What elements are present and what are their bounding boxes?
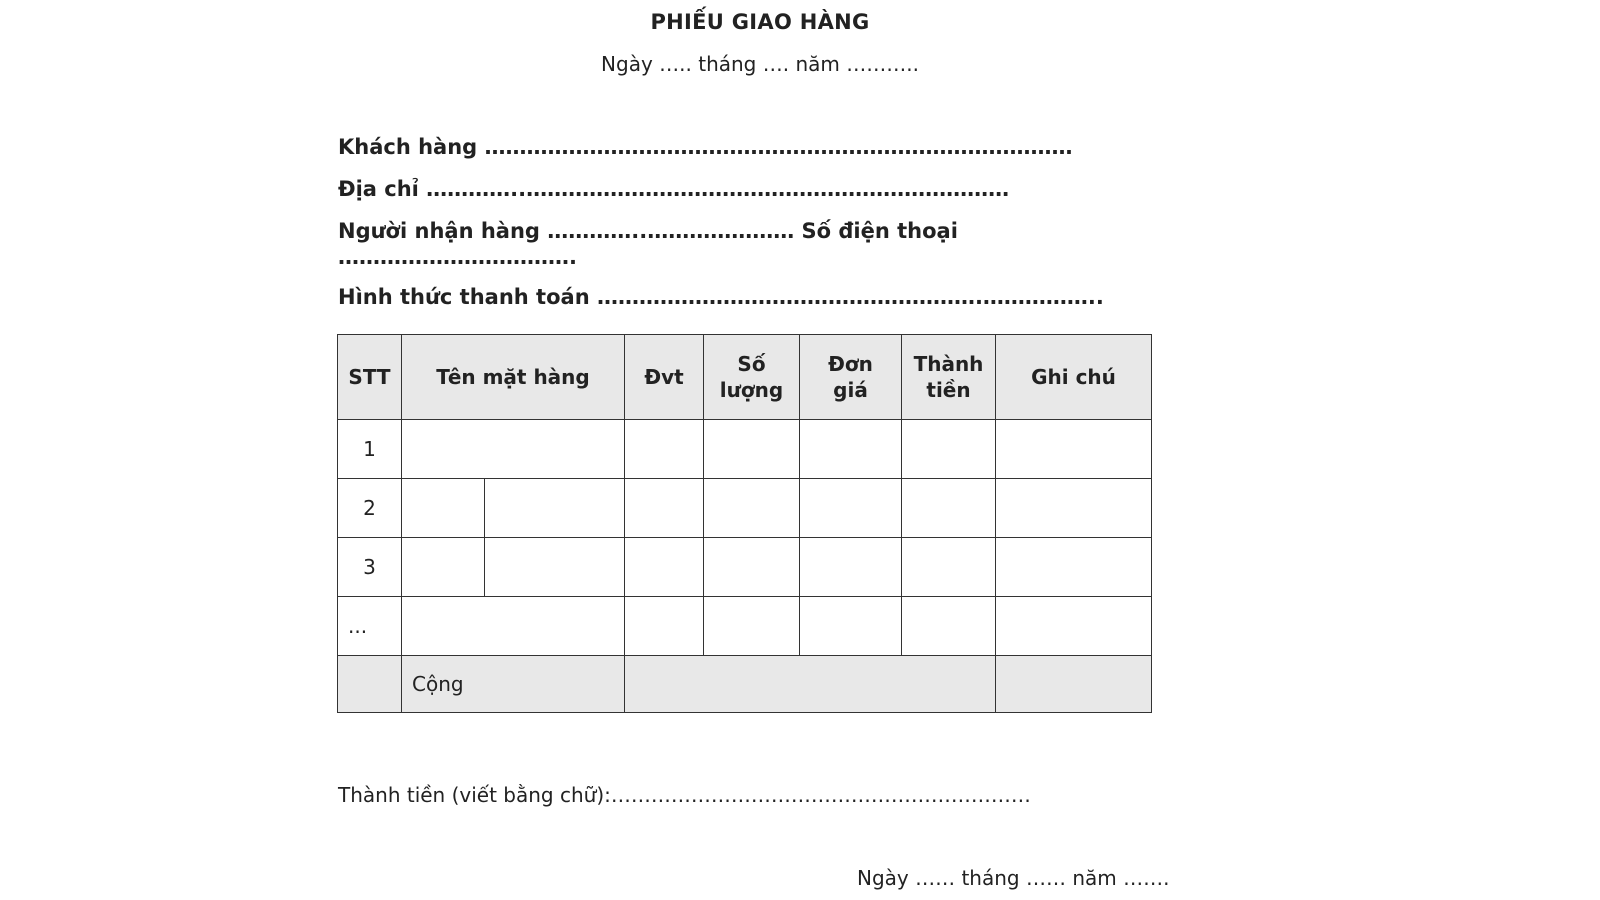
- unit-cell: [625, 479, 704, 538]
- header-amount-line1: Thành: [913, 352, 984, 376]
- goods-table-container: [337, 334, 1152, 713]
- amount-cell: [902, 538, 996, 597]
- quantity-cell: [704, 538, 800, 597]
- amount-cell: [902, 597, 996, 656]
- header-unit-price-line2: giá: [833, 378, 868, 402]
- header-unit-price: [800, 335, 902, 420]
- unit-price-cell: [800, 538, 902, 597]
- header-amount: [902, 335, 996, 420]
- item-name-cell: [402, 420, 625, 479]
- customer-field: Khách hàng …………………………………………………………………………: [338, 135, 1073, 159]
- unit-price-cell: [800, 597, 902, 656]
- recipient-phone-field: Người nhận hàng …………..………………… Số điện thoại: [338, 219, 958, 243]
- amount-cell: [902, 479, 996, 538]
- total-stt-cell: [338, 656, 402, 713]
- unit-price-cell: [800, 479, 902, 538]
- item-name-subcell-left: [402, 538, 485, 597]
- header-quantity-line1: Số: [737, 352, 766, 376]
- total-row: [338, 656, 1152, 713]
- note-cell: [996, 420, 1152, 479]
- quantity-cell: [704, 597, 800, 656]
- date-line-top: Ngày ….. tháng …. năm ………..: [601, 52, 919, 76]
- total-note-cell: [996, 656, 1152, 713]
- row-stt-cell: ...: [338, 597, 402, 656]
- item-name-cell: [402, 597, 625, 656]
- unit-cell: [625, 538, 704, 597]
- note-cell: [996, 538, 1152, 597]
- item-name-subcell-left: [402, 479, 485, 538]
- header-quantity-line2: lượng: [719, 378, 784, 402]
- header-unit-price-line1: Đơn: [828, 352, 873, 376]
- amount-in-words: Thành tiền (viết bằng chữ):………………………………………………………: [338, 783, 1031, 807]
- payment-method-field: Hình thức thanh toán ……………………………………………….……………..: [338, 285, 1104, 309]
- document-title: PHIẾU GIAO HÀNG: [650, 10, 870, 34]
- unit-price-cell: [800, 420, 902, 479]
- date-line-bottom: Ngày …… tháng …… năm …….: [857, 866, 1170, 890]
- table-header-row: [338, 335, 1152, 420]
- note-cell: [996, 479, 1152, 538]
- quantity-cell: [704, 420, 800, 479]
- row-stt-cell: 1: [338, 420, 402, 479]
- unit-cell: [625, 597, 704, 656]
- total-label: Cộng: [402, 656, 625, 713]
- header-unit: Đvt: [625, 335, 704, 420]
- goods-table: [337, 334, 1152, 713]
- table-row: [338, 597, 1152, 656]
- table-row: [338, 479, 1152, 538]
- quantity-cell: [704, 479, 800, 538]
- address-field: Địa chỉ …………..……………………………………………………………: [338, 177, 1010, 201]
- total-value-cell: [625, 656, 996, 713]
- header-item-name: Tên mặt hàng: [402, 335, 625, 420]
- item-name-subcell-right: [485, 538, 625, 597]
- header-amount-line2: tiền: [926, 378, 971, 402]
- row-stt-cell: 3: [338, 538, 402, 597]
- row-stt-cell: 2: [338, 479, 402, 538]
- note-cell: [996, 597, 1152, 656]
- table-row: [338, 420, 1152, 479]
- phone-field-continued: …………………………….: [338, 245, 577, 269]
- header-note: Ghi chú: [996, 335, 1152, 420]
- item-name-subcell-right: [485, 479, 625, 538]
- unit-cell: [625, 420, 704, 479]
- header-stt: STT: [338, 335, 402, 420]
- table-row: [338, 538, 1152, 597]
- header-quantity: [704, 335, 800, 420]
- amount-cell: [902, 420, 996, 479]
